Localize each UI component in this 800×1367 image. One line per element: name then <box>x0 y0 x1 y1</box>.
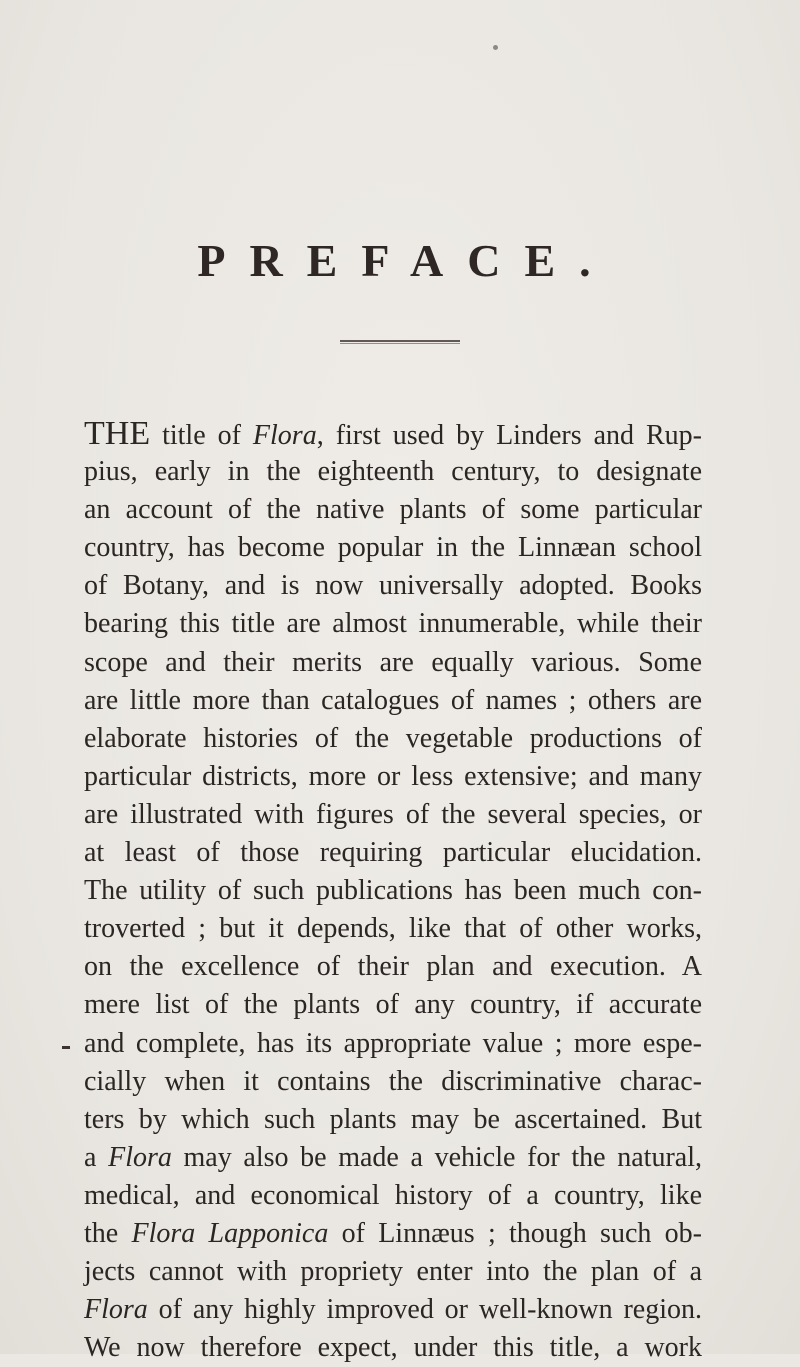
text-run: may also be made a vehicle for the natural, <box>171 1141 702 1173</box>
text-line: The utility of such publications has been much con- <box>84 875 702 907</box>
text-run-italic: Flora Lapponica <box>131 1217 329 1249</box>
text-line: pius, early in the eighteenth century, to designate <box>84 456 702 488</box>
text-line <box>84 1215 702 1253</box>
text-line: medical, and economical history of a country, like <box>84 1179 702 1211</box>
text-line: an account of the native plants of some particular <box>84 494 702 526</box>
text-run: a <box>84 1141 109 1173</box>
text-line: We now therefore expect, under this title, a work <box>84 1332 702 1364</box>
text-run: the <box>84 1217 132 1249</box>
text-line <box>84 1139 702 1177</box>
text-run-italic: Flora <box>84 1294 148 1326</box>
text-run: title of <box>150 420 253 451</box>
margin-mark <box>62 1046 70 1049</box>
title-rule <box>340 340 460 344</box>
text-line: on the excellence of their plan and execution. A <box>84 951 702 983</box>
text-run: THE <box>84 415 151 452</box>
text-run: of any highly improved or well-known region. <box>147 1294 702 1326</box>
text-line: are little more than catalogues of names ; others are <box>84 684 702 716</box>
text-line: scope and their merits are equally various. Some <box>84 646 702 678</box>
text-line: mere list of the plants of any country, if accurate <box>84 989 702 1021</box>
text-line: jects cannot with propriety enter into the plan of a <box>84 1256 702 1288</box>
text-line: and complete, has its appropriate value ; more espe- <box>84 1027 702 1059</box>
text-line: country, has become popular in the Linnæan school <box>84 532 702 564</box>
text-line: troverted ; but it depends, like that of other works, <box>84 913 702 945</box>
text-line: bearing this title are almost innumerable, while their <box>84 608 702 640</box>
text-line <box>84 415 702 453</box>
text-run: , first used by Linders and Rup- <box>316 420 702 451</box>
text-run: of Linnæus ; though such ob- <box>328 1217 702 1249</box>
text-line <box>84 1291 702 1329</box>
text-run-italic: Flora <box>108 1141 172 1173</box>
ink-speck <box>493 45 498 50</box>
preface-paragraph <box>84 415 702 1367</box>
text-run-italic: Flora <box>252 420 317 451</box>
text-line: ters by which such plants may be ascertained. But <box>84 1103 702 1135</box>
text-line: of Botany, and is now universally adopted. Books <box>84 570 702 602</box>
text-line: cially when it contains the discriminative charac- <box>84 1065 702 1097</box>
page-title: PREFACE. <box>197 235 615 286</box>
text-line: at least of those requiring particular elucidation. <box>84 837 702 869</box>
text-line: are illustrated with figures of the several species, or <box>84 798 702 830</box>
text-line: particular districts, more or less extensive; and many <box>84 760 702 792</box>
text-line: elaborate histories of the vegetable productions of <box>84 722 702 754</box>
